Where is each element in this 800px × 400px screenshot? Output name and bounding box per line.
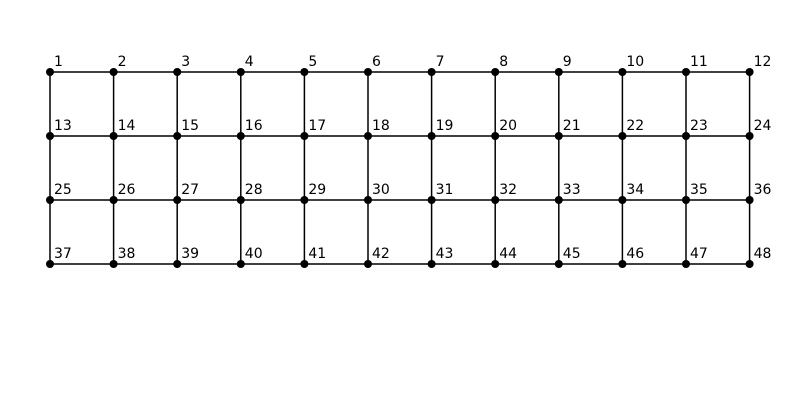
node-36 xyxy=(746,196,754,204)
node-label: 11 xyxy=(690,54,708,70)
node-label: 15 xyxy=(181,118,200,134)
node-label: 6 xyxy=(372,54,381,70)
node-label: 14 xyxy=(117,118,136,134)
node-23 xyxy=(682,132,690,140)
node-34 xyxy=(618,196,626,204)
node-38 xyxy=(110,260,118,268)
node-25 xyxy=(46,196,54,204)
node-3 xyxy=(173,68,181,76)
node-11 xyxy=(682,68,690,76)
node-19 xyxy=(428,132,436,140)
node-46 xyxy=(618,260,626,268)
node-label: 43 xyxy=(435,246,454,262)
labels-layer xyxy=(54,54,772,262)
node-9 xyxy=(555,68,563,76)
node-label: 17 xyxy=(308,118,327,134)
node-32 xyxy=(491,196,499,204)
node-6 xyxy=(364,68,372,76)
node-label: 41 xyxy=(308,246,327,262)
node-label: 12 xyxy=(753,54,772,70)
node-label: 32 xyxy=(499,182,518,198)
node-label: 1 xyxy=(54,54,63,70)
edges-layer xyxy=(50,72,750,264)
node-label: 36 xyxy=(753,182,772,198)
node-label: 26 xyxy=(117,182,136,198)
node-label: 33 xyxy=(562,182,581,198)
node-16 xyxy=(237,132,245,140)
node-5 xyxy=(300,68,308,76)
node-label: 8 xyxy=(499,54,509,70)
node-label: 10 xyxy=(626,54,645,70)
node-label: 27 xyxy=(181,182,200,198)
node-label: 38 xyxy=(117,246,136,262)
node-label: 9 xyxy=(562,54,572,70)
node-37 xyxy=(46,260,54,268)
node-label: 46 xyxy=(626,246,645,262)
node-label: 40 xyxy=(244,246,263,262)
node-label: 16 xyxy=(244,118,263,134)
node-28 xyxy=(237,196,245,204)
node-2 xyxy=(110,68,118,76)
node-41 xyxy=(300,260,308,268)
node-label: 3 xyxy=(181,54,191,70)
node-15 xyxy=(173,132,181,140)
node-44 xyxy=(491,260,499,268)
node-label: 23 xyxy=(690,118,708,134)
node-42 xyxy=(364,260,372,268)
node-label: 13 xyxy=(54,118,72,134)
node-31 xyxy=(428,196,436,204)
node-label: 48 xyxy=(753,246,772,262)
node-label: 28 xyxy=(244,182,263,198)
node-35 xyxy=(682,196,690,204)
node-label: 22 xyxy=(626,118,645,134)
node-48 xyxy=(746,260,754,268)
node-label: 31 xyxy=(435,182,454,198)
node-18 xyxy=(364,132,372,140)
node-45 xyxy=(555,260,563,268)
node-30 xyxy=(364,196,372,204)
node-27 xyxy=(173,196,181,204)
node-12 xyxy=(746,68,754,76)
node-label: 29 xyxy=(308,182,327,198)
node-label: 37 xyxy=(54,246,72,262)
node-label: 2 xyxy=(117,54,127,70)
node-label: 5 xyxy=(308,54,318,70)
node-24 xyxy=(746,132,754,140)
node-label: 35 xyxy=(690,182,708,198)
node-47 xyxy=(682,260,690,268)
node-label: 19 xyxy=(435,118,454,134)
node-17 xyxy=(300,132,308,140)
node-14 xyxy=(110,132,118,140)
node-33 xyxy=(555,196,563,204)
node-label: 7 xyxy=(435,54,445,70)
node-26 xyxy=(110,196,118,204)
node-label: 30 xyxy=(372,182,390,198)
node-label: 45 xyxy=(562,246,581,262)
node-label: 25 xyxy=(54,182,72,198)
node-label: 20 xyxy=(499,118,518,134)
node-29 xyxy=(300,196,308,204)
node-label: 4 xyxy=(244,54,254,70)
node-label: 39 xyxy=(181,246,200,262)
node-label: 21 xyxy=(562,118,581,134)
node-39 xyxy=(173,260,181,268)
node-8 xyxy=(491,68,499,76)
node-43 xyxy=(428,260,436,268)
node-label: 44 xyxy=(499,246,518,262)
node-10 xyxy=(618,68,626,76)
node-20 xyxy=(491,132,499,140)
node-13 xyxy=(46,132,54,140)
node-label: 24 xyxy=(753,118,772,134)
node-label: 18 xyxy=(372,118,390,134)
node-1 xyxy=(46,68,54,76)
node-22 xyxy=(618,132,626,140)
node-label: 42 xyxy=(372,246,390,262)
node-label: 34 xyxy=(626,182,645,198)
nodes-layer xyxy=(46,68,754,268)
node-4 xyxy=(237,68,245,76)
node-21 xyxy=(555,132,563,140)
node-7 xyxy=(428,68,436,76)
node-40 xyxy=(237,260,245,268)
node-label: 47 xyxy=(690,246,708,262)
